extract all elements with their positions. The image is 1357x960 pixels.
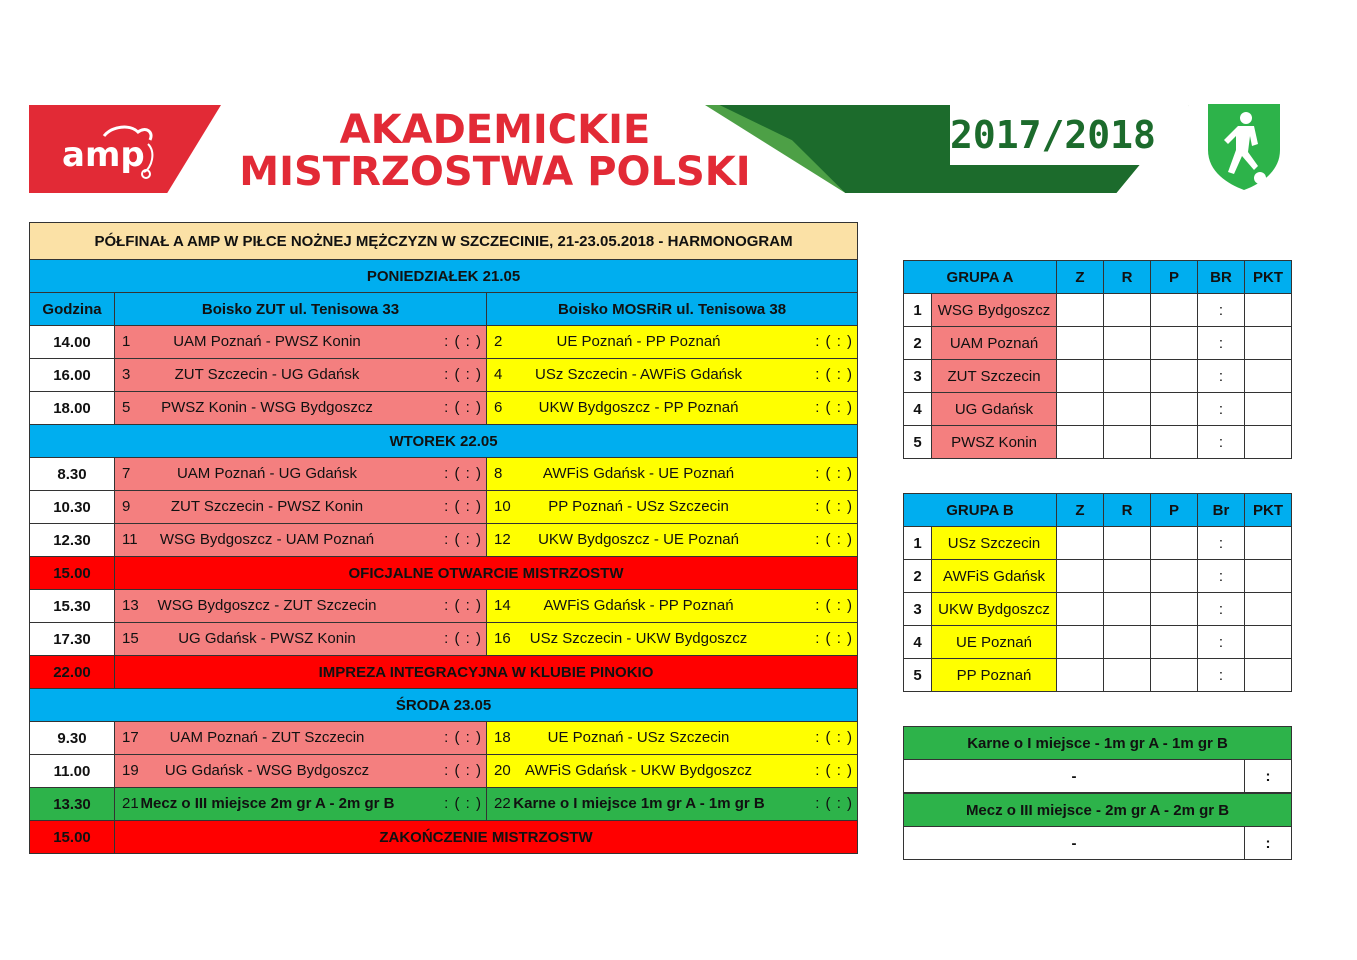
- cell: [1104, 393, 1151, 426]
- column-header-field1: Boisko ZUT ul. Tenisowa 33: [115, 293, 487, 326]
- match-hour: 18.00: [30, 392, 115, 425]
- cell: [1057, 659, 1104, 692]
- match-cell: [487, 491, 858, 524]
- match-hour: 13.30: [30, 788, 115, 821]
- table-row: [30, 755, 858, 788]
- svg-text:amp: amp: [62, 135, 145, 175]
- cell: [1057, 626, 1104, 659]
- table-row: [904, 593, 1292, 626]
- table-row: [30, 623, 858, 656]
- match-cell: [115, 458, 487, 491]
- match-score: : ( : ): [815, 498, 854, 515]
- cell: [1104, 560, 1151, 593]
- match-number: 11: [122, 531, 138, 548]
- match-teams: UG Gdańsk - WSG Bydgoszcz: [164, 762, 370, 779]
- group-b-title: GRUPA B: [904, 494, 1057, 527]
- column-header: Z: [1057, 261, 1104, 294]
- column-header: Br: [1198, 494, 1245, 527]
- table-row: [904, 426, 1292, 459]
- table-row: [904, 560, 1292, 593]
- match-teams: USz Szczecin - UKW Bydgoszcz: [529, 630, 748, 647]
- position: 1: [904, 294, 932, 327]
- cell: [1057, 393, 1104, 426]
- match-cell: [487, 326, 858, 359]
- cell: [1057, 426, 1104, 459]
- match-number: 13: [122, 597, 139, 614]
- match-teams: ZUT Szczecin - UG Gdańsk: [174, 366, 360, 383]
- schedule-table: [29, 222, 858, 854]
- match-number: 4: [494, 366, 503, 383]
- page-title-line2: MISTRZOSTWA POLSKI: [239, 149, 751, 195]
- goals-cell: :: [1198, 393, 1245, 426]
- match-number: 12: [494, 531, 511, 548]
- event-row-opening: [30, 557, 858, 590]
- column-header: P: [1151, 261, 1198, 294]
- cell: [1151, 294, 1198, 327]
- position: 4: [904, 626, 932, 659]
- table-row: [30, 326, 858, 359]
- match-score: : ( : ): [815, 366, 854, 383]
- match-number: 20: [494, 762, 511, 779]
- match-hour: 11.00: [30, 755, 115, 788]
- table-row: [30, 458, 858, 491]
- football-shield-icon: [1208, 104, 1280, 190]
- match-score: : ( : ): [815, 399, 854, 416]
- match-hour: 17.30: [30, 623, 115, 656]
- match-cell: [115, 623, 487, 656]
- table-row: [904, 626, 1292, 659]
- match-score: : ( : ): [444, 597, 482, 614]
- column-header: R: [1104, 261, 1151, 294]
- cell: [1245, 426, 1292, 459]
- match-teams: WSG Bydgoszcz - UAM Poznań: [159, 531, 375, 548]
- match-teams: USz Szczecin - AWFiS Gdańsk: [535, 366, 743, 383]
- match-cell: [115, 491, 487, 524]
- final-third-place-teams: -: [904, 827, 1245, 860]
- match-number: 15: [122, 630, 139, 647]
- goals-cell: :: [1198, 327, 1245, 360]
- match-teams: AWFiS Gdańsk - UKW Bydgoszcz: [525, 762, 753, 779]
- page-title-line1: AKADEMICKIE: [339, 107, 651, 153]
- match-score: : ( : ): [815, 729, 854, 746]
- group-b-table: [903, 493, 1292, 692]
- match-number: 17: [122, 729, 139, 746]
- match-score: : ( : ): [815, 630, 854, 647]
- table-row: [30, 392, 858, 425]
- match-cell: [487, 623, 858, 656]
- match-hour: 12.30: [30, 524, 115, 557]
- column-header: P: [1151, 494, 1198, 527]
- cell: [1104, 327, 1151, 360]
- column-header-field2: Boisko MOSRiR ul. Tenisowa 38: [487, 293, 858, 326]
- cell: [1104, 527, 1151, 560]
- cell: [1151, 659, 1198, 692]
- cell: [1245, 327, 1292, 360]
- day-header-monday: PONIEDZIAŁEK 21.05: [30, 260, 858, 293]
- event-row-party: [30, 656, 858, 689]
- position: 3: [904, 593, 932, 626]
- match-cell: [487, 524, 858, 557]
- final-first-place-title: Karne o I miejsce - 1m gr A - 1m gr B: [904, 727, 1292, 760]
- day-header-wednesday: ŚRODA 23.05: [30, 689, 858, 722]
- cell: [1245, 659, 1292, 692]
- cell: [1104, 426, 1151, 459]
- cell: [1104, 593, 1151, 626]
- cell: [1245, 560, 1292, 593]
- match-teams: PWSZ Konin - WSG Bydgoszcz: [161, 399, 373, 416]
- table-row: [904, 393, 1292, 426]
- match-teams: ZUT Szczecin - PWSZ Konin: [170, 498, 364, 515]
- event-hour: 15.00: [30, 557, 115, 590]
- event-hour: 15.00: [30, 821, 115, 854]
- match-teams: PP Poznań - USz Szczecin: [548, 498, 729, 515]
- match-teams: UKW Bydgoszcz - PP Poznań: [538, 399, 739, 416]
- cell: [1245, 360, 1292, 393]
- match-score: : ( : ): [444, 762, 482, 779]
- match-teams: UAM Poznań - PWSZ Konin: [173, 333, 361, 350]
- match-number: 9: [122, 498, 131, 515]
- match-cell: [115, 392, 487, 425]
- match-number: 6: [494, 399, 503, 416]
- cell: [1151, 560, 1198, 593]
- column-header: PKT: [1245, 494, 1292, 527]
- event-label: OFICJALNE OTWARCIE MISTRZOSTW: [115, 557, 858, 590]
- team-name: UE Poznań: [932, 626, 1057, 659]
- cell: [1151, 393, 1198, 426]
- cell: [1057, 360, 1104, 393]
- match-cell: [487, 590, 858, 623]
- match-score: : ( : ): [815, 597, 854, 614]
- group-a-table: [903, 260, 1292, 459]
- match-number: 2: [494, 333, 503, 350]
- goals-cell: :: [1198, 527, 1245, 560]
- match-teams: Mecz o III miejsce 2m gr A - 2m gr B: [140, 795, 395, 812]
- table-row: [904, 360, 1292, 393]
- team-name: USz Szczecin: [932, 527, 1057, 560]
- match-cell: [115, 359, 487, 392]
- event-hour: 22.00: [30, 656, 115, 689]
- match-cell: [487, 722, 858, 755]
- table-row: [30, 590, 858, 623]
- match-cell: [115, 722, 487, 755]
- cell: [1151, 626, 1198, 659]
- cell: [1104, 360, 1151, 393]
- cell: [1245, 626, 1292, 659]
- match-number: 7: [122, 465, 131, 482]
- table-row: [904, 527, 1292, 560]
- goals-cell: :: [1198, 659, 1245, 692]
- match-teams: UG Gdańsk - PWSZ Konin: [178, 630, 356, 647]
- match-cell: [487, 392, 858, 425]
- group-a-title: GRUPA A: [904, 261, 1057, 294]
- match-number: 18: [494, 729, 511, 746]
- amp-logo-icon: [60, 122, 160, 182]
- event-label: IMPREZA INTEGRACYJNA W KLUBIE PINOKIO: [115, 656, 858, 689]
- final-first-place-table: [903, 726, 1292, 793]
- match-cell: [487, 458, 858, 491]
- match-score: : ( : ): [444, 399, 482, 416]
- table-row: [30, 722, 858, 755]
- match-number: 3: [122, 366, 131, 383]
- match-teams: WSG Bydgoszcz - ZUT Szczecin: [157, 597, 377, 614]
- match-hour: 16.00: [30, 359, 115, 392]
- cell: [1245, 593, 1292, 626]
- cell: [1057, 327, 1104, 360]
- team-name: UG Gdańsk: [932, 393, 1057, 426]
- match-score: : ( : ): [444, 630, 482, 647]
- match-cell: [115, 590, 487, 623]
- cell: [1245, 393, 1292, 426]
- column-header-hour: Godzina: [30, 293, 115, 326]
- cell: [1151, 327, 1198, 360]
- goals-cell: :: [1198, 593, 1245, 626]
- team-name: PWSZ Konin: [932, 426, 1057, 459]
- match-cell: [115, 788, 487, 821]
- goals-cell: :: [1198, 626, 1245, 659]
- schedule-title: PÓŁFINAŁ A AMP W PIŁCE NOŻNEJ MĘŻCZYZN W SZCZECINIE, 21-23.05.2018 - HARMONOGRAM: [30, 223, 858, 260]
- column-header: Z: [1057, 494, 1104, 527]
- match-teams: UKW Bydgoszcz - UE Poznań: [538, 531, 739, 548]
- match-number: 16: [494, 630, 511, 647]
- team-name: UAM Poznań: [932, 327, 1057, 360]
- match-number: 21: [122, 795, 139, 812]
- match-number: 14: [494, 597, 511, 614]
- match-cell: [115, 524, 487, 557]
- match-teams: UE Poznań - PP Poznań: [556, 333, 721, 350]
- team-name: AWFiS Gdańsk: [932, 560, 1057, 593]
- match-cell: [487, 788, 858, 821]
- event-label: ZAKOŃCZENIE MISTRZOSTW: [115, 821, 858, 854]
- match-teams: UAM Poznań - ZUT Szczecin: [169, 729, 365, 746]
- position: 2: [904, 327, 932, 360]
- match-score: : ( : ): [444, 729, 482, 746]
- match-score: : ( : ): [444, 531, 482, 548]
- position: 2: [904, 560, 932, 593]
- table-row: [904, 659, 1292, 692]
- team-name: PP Poznań: [932, 659, 1057, 692]
- day-header-tuesday: WTOREK 22.05: [30, 425, 858, 458]
- match-teams: UAM Poznań - UG Gdańsk: [176, 465, 358, 482]
- cell: [1151, 593, 1198, 626]
- cell: [1104, 626, 1151, 659]
- table-row: [904, 294, 1292, 327]
- match-number: 5: [122, 399, 131, 416]
- match-score: : ( : ): [815, 795, 854, 812]
- goals-cell: :: [1198, 294, 1245, 327]
- team-name: ZUT Szczecin: [932, 360, 1057, 393]
- match-score: : ( : ): [815, 762, 854, 779]
- match-score: : ( : ): [444, 795, 482, 812]
- match-score: : ( : ): [444, 333, 482, 350]
- match-cell: [487, 755, 858, 788]
- position: 5: [904, 659, 932, 692]
- match-teams: AWFiS Gdańsk - PP Poznań: [543, 597, 734, 614]
- goals-cell: :: [1198, 426, 1245, 459]
- column-header: PKT: [1245, 261, 1292, 294]
- match-score: : ( : ): [815, 465, 854, 482]
- match-hour: 15.30: [30, 590, 115, 623]
- event-row-closing: [30, 821, 858, 854]
- table-row: [30, 524, 858, 557]
- match-hour: 14.00: [30, 326, 115, 359]
- match-teams: UE Poznań - USz Szczecin: [547, 729, 730, 746]
- cell: [1057, 560, 1104, 593]
- match-cell: [487, 359, 858, 392]
- match-number: 22: [494, 795, 511, 812]
- match-number: 1: [122, 333, 131, 350]
- final-third-place-score: :: [1245, 827, 1292, 860]
- position: 3: [904, 360, 932, 393]
- cell: [1245, 527, 1292, 560]
- cell: [1245, 294, 1292, 327]
- cell: [1151, 426, 1198, 459]
- match-score: : ( : ): [444, 366, 482, 383]
- match-score: : ( : ): [444, 498, 482, 515]
- match-teams: Karne o I miejsce 1m gr A - 1m gr B: [513, 795, 765, 812]
- match-hour: 10.30: [30, 491, 115, 524]
- match-number: 8: [494, 465, 503, 482]
- position: 1: [904, 527, 932, 560]
- match-cell: [115, 755, 487, 788]
- match-hour: 8.30: [30, 458, 115, 491]
- table-row: [904, 327, 1292, 360]
- final-first-place-score: :: [1245, 760, 1292, 793]
- final-third-place-table: [903, 793, 1292, 860]
- cell: [1104, 659, 1151, 692]
- cell: [1104, 294, 1151, 327]
- cell: [1151, 360, 1198, 393]
- season-label: 2017/2018: [950, 113, 1156, 157]
- team-name: WSG Bydgoszcz: [932, 294, 1057, 327]
- cell: [1151, 527, 1198, 560]
- table-row: [30, 359, 858, 392]
- final-first-place-teams: -: [904, 760, 1245, 793]
- match-teams: AWFiS Gdańsk - UE Poznań: [542, 465, 735, 482]
- match-number: 19: [122, 762, 139, 779]
- cell: [1057, 294, 1104, 327]
- position: 4: [904, 393, 932, 426]
- team-name: UKW Bydgoszcz: [932, 593, 1057, 626]
- match-score: : ( : ): [444, 465, 482, 482]
- table-row: [30, 491, 858, 524]
- position: 5: [904, 426, 932, 459]
- cell: [1057, 593, 1104, 626]
- cell: [1057, 527, 1104, 560]
- goals-cell: :: [1198, 560, 1245, 593]
- match-score: : ( : ): [815, 333, 854, 350]
- final-third-place-title: Mecz o III miejsce - 2m gr A - 2m gr B: [904, 794, 1292, 827]
- match-number: 10: [494, 498, 511, 515]
- column-header: BR: [1198, 261, 1245, 294]
- match-hour: 9.30: [30, 722, 115, 755]
- match-score: : ( : ): [815, 531, 854, 548]
- match-cell: [115, 326, 487, 359]
- goals-cell: :: [1198, 360, 1245, 393]
- column-header: R: [1104, 494, 1151, 527]
- table-row-finals: [30, 788, 858, 821]
